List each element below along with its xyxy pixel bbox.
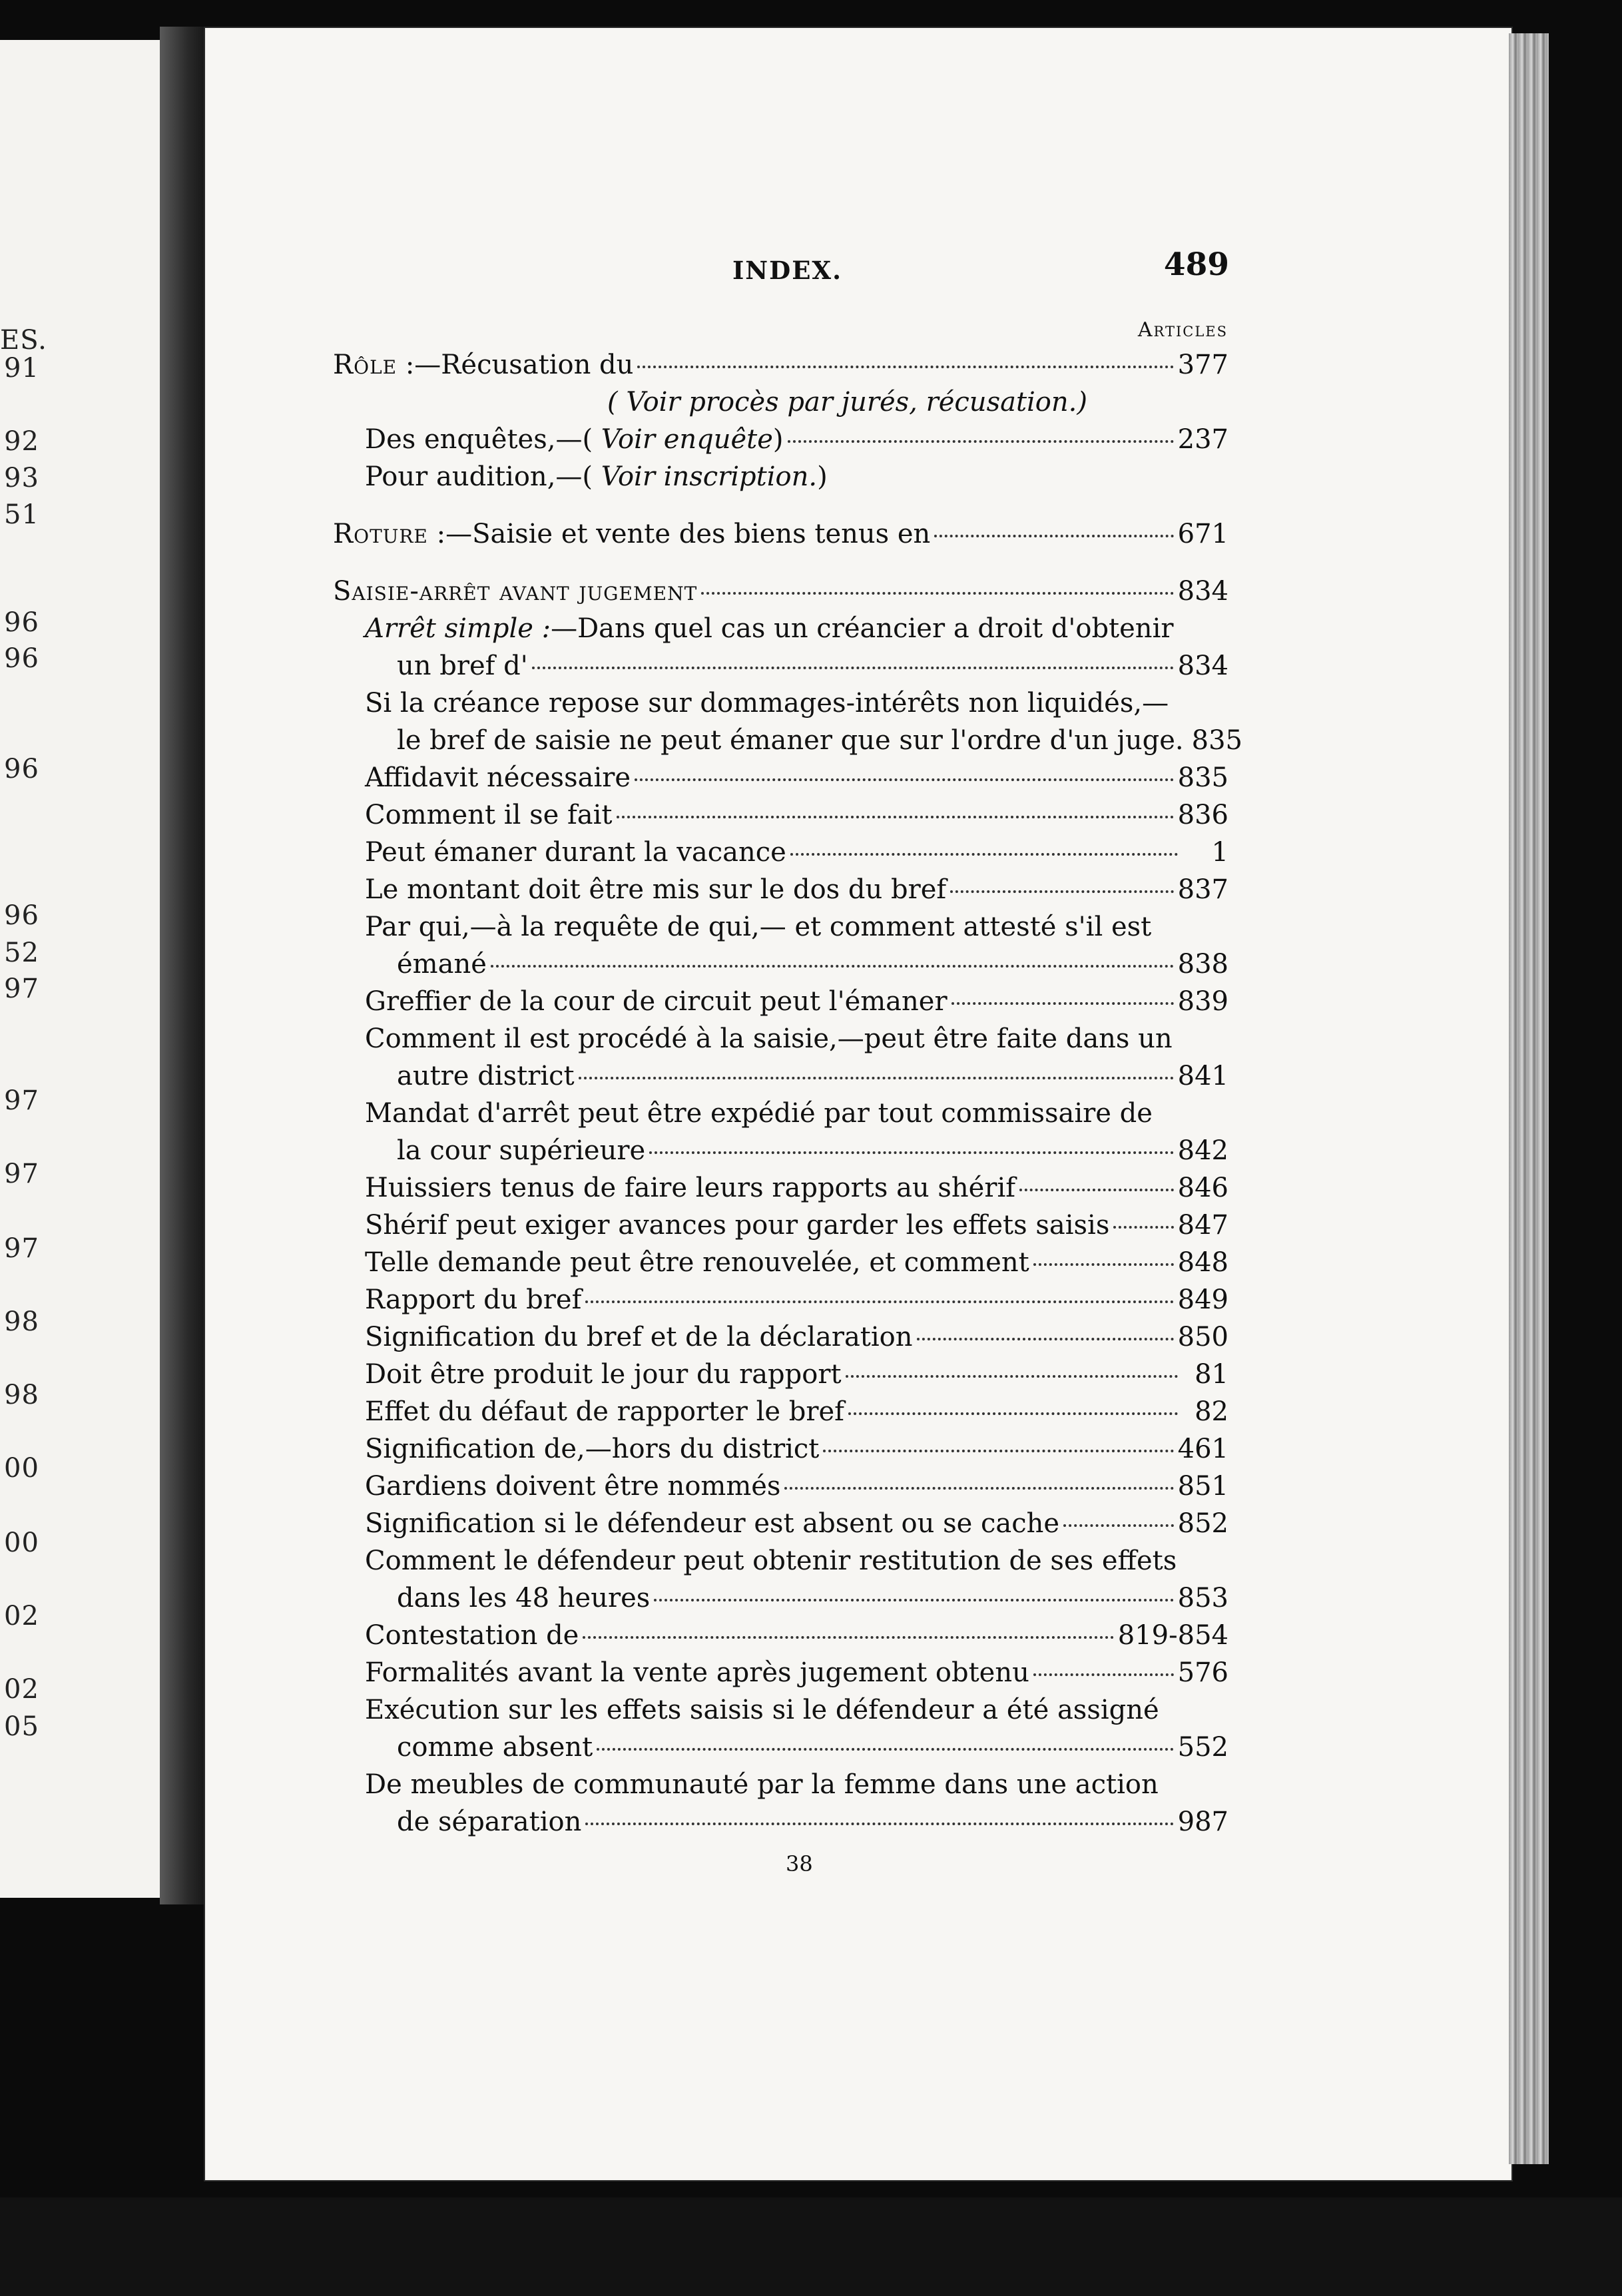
article-number: 851 — [1177, 1471, 1228, 1502]
article-number: 836 — [1177, 800, 1228, 830]
left-page-number: 97 — [4, 1085, 39, 1116]
entry-text — [397, 647, 528, 685]
article-number: 835 — [1177, 762, 1228, 793]
entry-text — [365, 421, 784, 458]
dot-leader — [635, 778, 1174, 781]
index-entry-line — [333, 908, 1228, 946]
entry-body: Contestation de — [365, 1620, 579, 1651]
entry-text — [365, 1244, 1029, 1281]
article-number: 849 — [1177, 1285, 1228, 1315]
entry-text — [365, 871, 946, 908]
entry-tail: ) — [817, 461, 828, 492]
entry-body: Comment le défendeur peut obtenir restitution de ses effets — [365, 1546, 1177, 1576]
entry-text — [365, 1617, 579, 1654]
dot-leader — [823, 1450, 1173, 1452]
entry-body: Doit être produit le jour du rapport — [365, 1359, 842, 1390]
article-number: 850 — [1177, 1322, 1228, 1352]
index-entry-line — [333, 573, 1228, 610]
article-number: 842 — [1177, 1135, 1228, 1166]
entry-text — [365, 759, 631, 796]
dot-leader — [846, 1375, 1178, 1378]
index-entry-line — [333, 796, 1228, 834]
entry-text — [333, 515, 930, 553]
entry-text — [397, 1729, 593, 1766]
index-entry-line — [333, 421, 1228, 458]
dot-leader — [1063, 1524, 1174, 1527]
entry-body: la cour supérieure — [397, 1135, 646, 1166]
dot-leader — [491, 965, 1174, 968]
dot-leader — [701, 592, 1173, 595]
article-number: 82 — [1195, 1396, 1228, 1427]
index-entry-line — [333, 1318, 1228, 1356]
index-entry-line — [333, 1468, 1228, 1505]
column-head-articles: Articles — [1137, 318, 1228, 342]
left-page-number: 98 — [4, 1306, 39, 1337]
left-page-number: 02 — [4, 1674, 39, 1705]
index-entry-line — [333, 685, 1228, 722]
entry-text — [365, 1691, 1159, 1729]
entry-text — [397, 946, 487, 983]
entry-body: Greffier de la cour de circuit peut l'émaner — [365, 986, 947, 1017]
index-entry-line — [333, 458, 1228, 495]
entry-body: Comment il se fait — [365, 800, 613, 830]
article-number: 461 — [1177, 1434, 1228, 1464]
entry-text — [365, 1505, 1059, 1542]
index-entry-line — [333, 1132, 1228, 1169]
dot-leader — [917, 1338, 1174, 1340]
cross-reference: ( Voir procès par jurés, récusation.) — [607, 387, 1087, 418]
entry-body: autre district — [397, 1061, 575, 1091]
entry-body: Pour audition,—( — [365, 461, 601, 492]
entry-body: Affidavit nécessaire — [365, 762, 631, 793]
index-entry-line — [333, 384, 1228, 421]
dot-leader — [637, 366, 1173, 368]
entry-text — [365, 1542, 1177, 1579]
index-entry-line — [333, 834, 1228, 871]
index-entry-line — [333, 759, 1228, 796]
entry-text — [365, 796, 613, 834]
index-entry-line — [333, 1654, 1228, 1691]
entry-text — [397, 1132, 645, 1169]
entry-text — [365, 1095, 1153, 1132]
article-number: 81 — [1195, 1359, 1228, 1390]
entry-text — [397, 1803, 581, 1841]
page-edges — [1509, 33, 1549, 2164]
entry-body: Shérif peut exiger avances pour garder les effets saisis — [365, 1210, 1110, 1241]
article-number: 237 — [1177, 424, 1228, 455]
left-page-number: 97 — [4, 1159, 39, 1189]
article-number: 852 — [1177, 1508, 1228, 1539]
dot-leader — [583, 1636, 1113, 1639]
article-number: 671 — [1177, 519, 1228, 549]
entry-body: Signification du bref et de la déclaration — [365, 1322, 913, 1352]
entry-body: un bref d' — [397, 651, 528, 681]
entry-text — [365, 1169, 1015, 1207]
left-page-number: 96 — [4, 643, 39, 674]
left-page-number: 91 — [4, 353, 39, 384]
index-entry-line — [333, 1766, 1228, 1803]
index-entry-line — [333, 722, 1242, 759]
index-entry-line — [333, 1281, 1228, 1318]
left-page-number: 02 — [4, 1601, 39, 1631]
entry-text — [333, 573, 697, 610]
article-number: 837 — [1177, 874, 1228, 905]
entry-body: Rapport du bref — [365, 1285, 582, 1315]
article-number: 834 — [1177, 576, 1228, 607]
article-number: 987 — [1177, 1807, 1228, 1837]
dot-leader — [1033, 1263, 1174, 1266]
entry-text — [365, 1430, 819, 1468]
left-page-number: 96 — [4, 754, 39, 784]
entry-body: émané — [397, 949, 487, 980]
entry-text — [365, 458, 828, 495]
index-entry-line — [333, 1617, 1228, 1654]
dot-leader — [790, 853, 1178, 856]
signature-mark: 38 — [786, 1851, 813, 1876]
entry-body: Si la créance repose sur dommages-intérêts non liquidés,— — [365, 688, 1169, 718]
entry-body: comme absent — [397, 1732, 593, 1763]
entry-body: Gardiens doivent être nommés — [365, 1471, 781, 1502]
dot-leader — [784, 1487, 1173, 1490]
left-page-number: 96 — [4, 900, 39, 931]
article-number: 576 — [1177, 1657, 1228, 1688]
index-entry-line — [333, 1057, 1228, 1095]
article-number: 846 — [1177, 1173, 1228, 1203]
index-entry-line — [333, 1393, 1228, 1430]
entry-gap — [333, 495, 1228, 515]
scan-background — [0, 2197, 1622, 2296]
left-page-number: 92 — [4, 426, 39, 457]
entry-text — [397, 722, 1184, 759]
entry-text — [365, 1766, 1159, 1803]
index-entry-line — [333, 871, 1228, 908]
entry-body: dans les 48 heures — [397, 1583, 651, 1613]
index-entry-line — [333, 1505, 1228, 1542]
entry-text — [397, 1057, 575, 1095]
entry-tail: ) — [772, 424, 784, 455]
entry-text — [365, 1281, 581, 1318]
entry-body: Le montant doit être mis sur le dos du bref — [365, 874, 947, 905]
entry-heading: Rôle — [333, 350, 398, 380]
entry-body: Des enquêtes,—( — [365, 424, 601, 455]
dot-leader — [597, 1748, 1173, 1751]
entry-text — [365, 908, 1151, 946]
entry-text — [365, 1654, 1029, 1691]
book-gutter — [160, 27, 206, 1904]
running-head: INDEX. — [732, 256, 843, 285]
left-page-number: 51 — [4, 499, 39, 530]
dot-leader — [617, 816, 1174, 818]
dot-leader — [1113, 1226, 1173, 1229]
article-number: 847 — [1177, 1210, 1228, 1241]
entry-body: de séparation — [397, 1807, 582, 1837]
index-entry-line — [333, 1020, 1228, 1057]
index-entry-line — [333, 1430, 1228, 1468]
page-number: 489 — [1163, 246, 1229, 283]
entry-body: Signification si le défendeur est absent ou se cache — [365, 1508, 1060, 1539]
article-number: 834 — [1177, 651, 1228, 681]
left-page-number: 52 — [4, 938, 39, 968]
entry-text — [365, 685, 1169, 722]
entry-text — [365, 834, 786, 871]
index-entries — [333, 346, 1242, 1841]
entry-heading: Saisie-arrêt avant jugement — [333, 576, 698, 607]
index-entry-line — [333, 946, 1228, 983]
index-entry-line — [333, 1207, 1228, 1244]
dot-leader — [1019, 1189, 1174, 1191]
entry-body: :—Récusation du — [397, 350, 634, 380]
entry-text — [365, 1393, 844, 1430]
article-number: 377 — [1177, 350, 1228, 380]
article-number: 835 — [1191, 725, 1242, 756]
index-entry-line — [333, 1095, 1228, 1132]
entry-body: Par qui,—à la requête de qui,— et comment attesté s'il est — [365, 912, 1152, 942]
index-entry-line — [333, 1356, 1228, 1393]
dot-leader — [1033, 1673, 1174, 1676]
entry-body: Formalités avant la vente après jugement obtenu — [365, 1657, 1029, 1688]
cross-reference: Voir inscription. — [601, 461, 818, 492]
dot-leader — [950, 890, 1173, 893]
entry-body: Signification de,—hors du district — [365, 1434, 820, 1464]
entry-text — [365, 983, 947, 1020]
left-page-number: 97 — [4, 1233, 39, 1264]
article-number: 848 — [1177, 1247, 1228, 1278]
cross-reference: Voir enquête — [601, 424, 773, 455]
entry-text — [365, 1207, 1109, 1244]
left-page-number: 98 — [4, 1380, 39, 1410]
index-entry-line — [333, 1244, 1228, 1281]
left-page-number: 93 — [4, 463, 39, 493]
entry-text — [365, 1318, 913, 1356]
entry-body: Comment il est procédé à la saisie,—peut être faite dans un — [365, 1023, 1173, 1054]
dot-leader — [788, 440, 1174, 443]
entry-text — [365, 1468, 780, 1505]
dot-leader — [848, 1412, 1178, 1415]
index-entry-line — [333, 983, 1228, 1020]
entry-body: —Dans quel cas un créancier a droit d'obtenir — [551, 613, 1174, 644]
index-entry-line — [333, 1803, 1228, 1841]
dot-leader — [585, 1823, 1173, 1825]
index-entry-line — [333, 610, 1228, 647]
entry-body: le bref de saisie ne peut émaner que sur l'ordre d'un juge. — [397, 725, 1184, 756]
entry-text — [365, 610, 1173, 647]
index-entry-line — [333, 1691, 1228, 1729]
entry-text — [397, 1579, 650, 1617]
left-page-number: 96 — [4, 607, 39, 638]
entry-body: Peut émaner durant la vacance — [365, 837, 786, 868]
entry-body: Mandat d'arrêt peut être expédié par tout commissaire de — [365, 1098, 1153, 1129]
dot-leader — [579, 1077, 1174, 1079]
dot-leader — [532, 667, 1174, 669]
entry-heading: Roture — [333, 519, 428, 549]
left-page-number: ES. — [0, 325, 47, 356]
dot-leader — [934, 535, 1173, 537]
entry-text — [333, 346, 633, 384]
left-page-number: 00 — [4, 1453, 39, 1484]
index-entry-line — [333, 647, 1228, 685]
dot-leader — [649, 1151, 1173, 1154]
index-entry-line — [333, 1169, 1228, 1207]
index-entry-line — [333, 1579, 1228, 1617]
entry-body: Exécution sur les effets saisis si le défendeur a été assigné — [365, 1695, 1159, 1725]
left-page-number: 97 — [4, 974, 39, 1004]
entry-body: De meubles de communauté par la femme dans une action — [365, 1769, 1159, 1800]
left-page-number: 00 — [4, 1528, 39, 1558]
dot-leader — [654, 1599, 1173, 1601]
entry-text — [365, 1020, 1173, 1057]
dot-leader — [585, 1300, 1173, 1303]
entry-body: Effet du défaut de rapporter le bref — [365, 1396, 844, 1427]
article-number: 853 — [1177, 1583, 1228, 1613]
index-entry-line — [333, 515, 1228, 553]
article-number: 1 — [1211, 837, 1228, 868]
entry-body: Telle demande peut être renouvelée, et comment — [365, 1247, 1029, 1278]
entry-body: :—Saisie et vente des biens tenus en — [427, 519, 931, 549]
article-number: 839 — [1177, 986, 1228, 1017]
entry-body: Huissiers tenus de faire leurs rapports au shérif — [365, 1173, 1016, 1203]
left-page-number: 05 — [4, 1711, 39, 1742]
dot-leader — [951, 1002, 1174, 1005]
entry-subheading: Arrêt simple : — [365, 613, 551, 644]
index-entry-line — [333, 1729, 1228, 1766]
entry-text — [365, 1356, 842, 1393]
article-number: 819-854 — [1117, 1620, 1228, 1651]
article-number: 838 — [1177, 949, 1228, 980]
index-entry-line — [333, 346, 1228, 384]
entry-gap — [333, 553, 1228, 573]
index-entry-line — [333, 1542, 1228, 1579]
article-number: 841 — [1177, 1061, 1228, 1091]
article-number: 552 — [1177, 1732, 1228, 1763]
